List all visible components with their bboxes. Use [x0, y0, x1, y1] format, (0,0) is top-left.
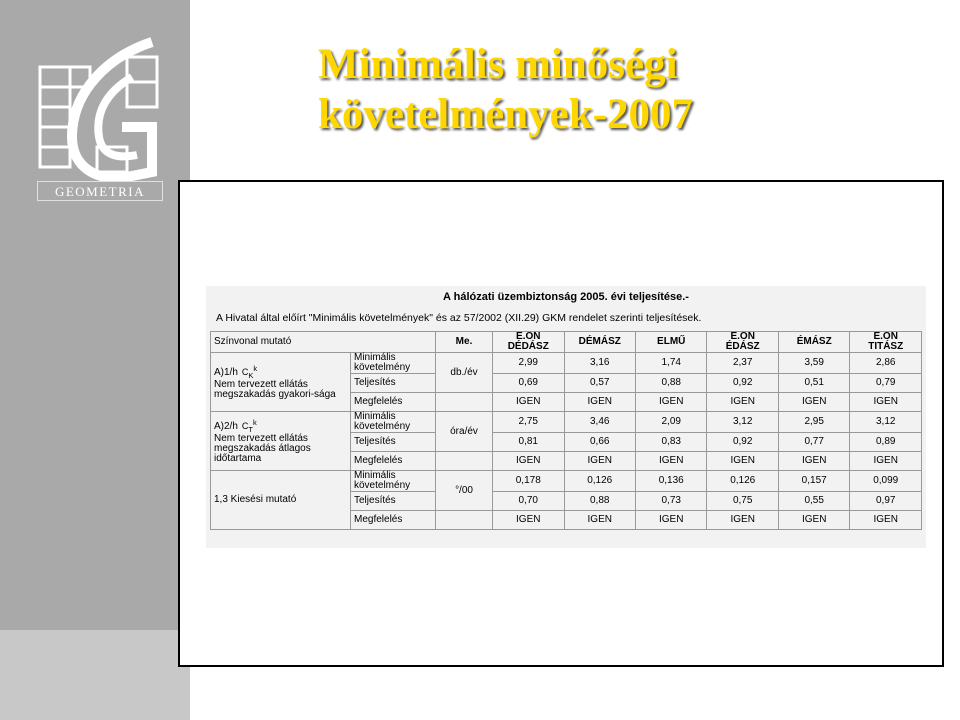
compliance-cell: IGEN	[850, 393, 922, 412]
compliance-cell: IGEN	[635, 393, 706, 412]
compliance-cell: IGEN	[707, 393, 778, 412]
company-name-part: DÉMÁSZ	[578, 336, 621, 347]
company-name-part: TITÁSZ	[868, 341, 904, 352]
indicator-description: Nem tervezett ellátás megszakadás gyakori-sága	[214, 379, 336, 401]
value-cell: 3,59	[778, 353, 849, 374]
unit-cell-empty	[436, 511, 493, 530]
value-cell: 0,79	[850, 374, 922, 393]
indicator-cell	[211, 471, 351, 530]
indicator-symbol: $C_K^k$	[241, 363, 258, 380]
compliance-cell: IGEN	[493, 452, 564, 471]
value-cell: 0,69	[493, 374, 564, 393]
compliance-cell: IGEN	[635, 452, 706, 471]
company-name-part: ÉDÁSZ	[725, 341, 760, 352]
value-cell: 0,88	[564, 492, 635, 511]
compliance-cell: IGEN	[850, 511, 922, 530]
value-cell: 0,92	[707, 374, 778, 393]
left-band-footer	[0, 630, 190, 720]
unit-cell-empty	[436, 393, 493, 412]
value-cell: 0,126	[707, 471, 778, 492]
value-cell: 2,99	[493, 353, 564, 374]
row-label: Teljesítés	[351, 374, 436, 393]
value-cell: 0,178	[493, 471, 564, 492]
company-name-part: E.ON	[730, 331, 755, 342]
value-cell: 0,77	[778, 433, 849, 452]
row-label: Minimális követelmény	[351, 471, 436, 492]
row-label: Teljesítés	[351, 492, 436, 511]
value-cell: 0,83	[635, 433, 706, 452]
indicator-code: A)1/h $C_K^k$	[214, 363, 258, 380]
quality-table	[210, 331, 922, 530]
value-cell: 2,75	[493, 412, 564, 433]
value-cell: 0,126	[564, 471, 635, 492]
value-cell: 0,099	[850, 471, 922, 492]
table-header-row	[211, 332, 922, 353]
compliance-cell: IGEN	[707, 511, 778, 530]
compliance-cell: IGEN	[564, 452, 635, 471]
header-unit: Me.	[436, 332, 493, 353]
unit-cell: óra/év	[436, 412, 493, 452]
value-cell: 0,88	[635, 374, 706, 393]
logo-wordmark: GEOMETRIA	[37, 181, 163, 201]
header-company	[778, 332, 849, 353]
compliance-cell: IGEN	[778, 452, 849, 471]
compliance-cell: IGEN	[564, 511, 635, 530]
compliance-cell: IGEN	[564, 393, 635, 412]
table-caption: A hálózati üzembiztonság 2005. évi teljesítése.-	[443, 291, 689, 303]
table-row	[211, 471, 922, 492]
compliance-cell: IGEN	[493, 511, 564, 530]
indicator-description: Nem tervezett ellátás megszakadás átlagos időtartama	[214, 433, 311, 465]
row-label: Minimális követelmény	[351, 353, 436, 374]
value-cell: 0,89	[850, 433, 922, 452]
compliance-cell: IGEN	[778, 511, 849, 530]
company-name-part: ÉMÁSZ	[796, 336, 832, 347]
compliance-cell: IGEN	[778, 393, 849, 412]
compliance-cell: IGEN	[850, 452, 922, 471]
value-cell: 2,09	[635, 412, 706, 433]
unit-cell: °/00	[436, 471, 493, 511]
value-cell: 0,97	[850, 492, 922, 511]
indicator-code: A)2/h $C_T^k$	[214, 417, 257, 434]
value-cell: 2,95	[778, 412, 849, 433]
header-company	[564, 332, 635, 353]
indicator-cell	[211, 412, 351, 471]
value-cell: 0,75	[707, 492, 778, 511]
value-cell: 0,57	[564, 374, 635, 393]
row-label: Megfelelés	[351, 511, 436, 530]
indicator-cell	[211, 353, 351, 412]
title-line-1: Minimális minőségi	[318, 41, 678, 88]
compliance-cell: IGEN	[707, 452, 778, 471]
title-line-2: követelmények-2007	[318, 91, 693, 138]
compliance-cell: IGEN	[493, 393, 564, 412]
value-cell: 0,55	[778, 492, 849, 511]
row-label: Minimális követelmény	[351, 412, 436, 433]
header-company	[707, 332, 778, 353]
compliance-cell: IGEN	[635, 511, 706, 530]
unit-cell-empty	[436, 452, 493, 471]
header-indicator: Színvonal mutató	[211, 332, 436, 353]
value-cell: 0,157	[778, 471, 849, 492]
table-row	[211, 412, 922, 433]
value-cell: 0,73	[635, 492, 706, 511]
slide-title	[318, 40, 938, 140]
value-cell: 3,12	[850, 412, 922, 433]
table-row	[211, 353, 922, 374]
value-cell: 3,46	[564, 412, 635, 433]
value-cell: 0,70	[493, 492, 564, 511]
value-cell: 3,12	[707, 412, 778, 433]
company-name-part: DÉDÁSZ	[507, 341, 549, 352]
indicator-symbol: $C_T^k$	[241, 417, 257, 434]
value-cell: 0,136	[635, 471, 706, 492]
row-label: Megfelelés	[351, 452, 436, 471]
header-company	[493, 332, 564, 353]
value-cell: 0,51	[778, 374, 849, 393]
row-label: Teljesítés	[351, 433, 436, 452]
company-name-part: E.ON	[873, 331, 898, 342]
unit-cell: db./év	[436, 353, 493, 393]
row-label: Megfelelés	[351, 393, 436, 412]
value-cell: 2,86	[850, 353, 922, 374]
company-name-part: E.ON	[516, 331, 541, 342]
value-cell: 0,92	[707, 433, 778, 452]
table-subcaption: A Hivatal által előírt "Minimális követelmények" és az 57/2002 (XII.29) GKM rendelet szerinti teljesítések.	[216, 312, 702, 324]
value-cell: 3,16	[564, 353, 635, 374]
value-cell: 2,37	[707, 353, 778, 374]
header-company	[635, 332, 706, 353]
value-cell: 1,74	[635, 353, 706, 374]
header-company	[850, 332, 922, 353]
company-name-part: ELMŰ	[657, 336, 686, 347]
value-cell: 0,66	[564, 433, 635, 452]
value-cell: 0,81	[493, 433, 564, 452]
indicator-code: 1,3 Kiesési mutató	[214, 494, 297, 505]
